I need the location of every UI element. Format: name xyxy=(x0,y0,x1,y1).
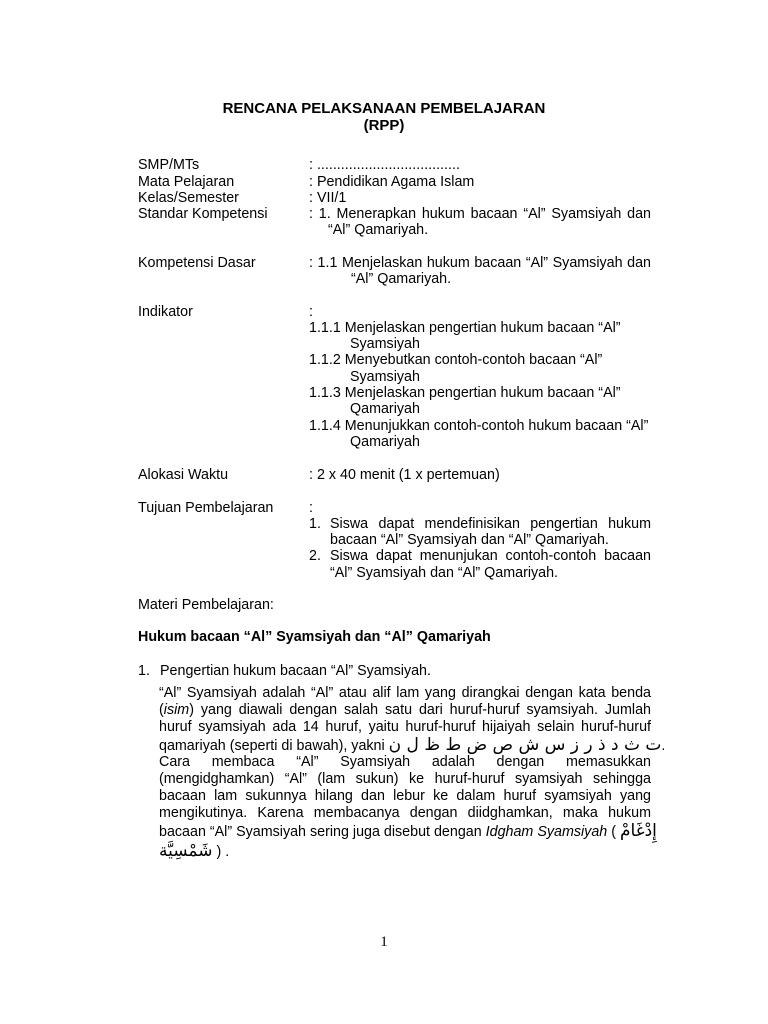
indikator-item-2-cont: Syamsiyah xyxy=(350,369,420,385)
tujuan-item-1-num: 1. xyxy=(309,516,321,532)
sk-value-line2: “Al” Qamariyah. xyxy=(328,222,429,238)
materi-label: Materi Pembelajaran: xyxy=(138,597,274,613)
point-1-number: 1. xyxy=(138,663,150,679)
point-1-title: Pengertian hukum bacaan “Al” Syamsiyah. xyxy=(160,663,431,679)
tujuan-item-2-num: 2. xyxy=(309,548,321,564)
kd-value-line1: : 1.1 Menjelaskan hukum bacaan “Al” Syamsiyah dan xyxy=(309,255,651,271)
arabic-idgham: إِدْغَامْ xyxy=(619,820,657,841)
tujuan-item-1: Siswa dapat mendefinisikan pengertian hukum xyxy=(330,516,651,532)
smp-value: : .................................... xyxy=(309,157,460,173)
document-title: RENCANA PELAKSANAAN PEMBELAJARAN xyxy=(222,100,546,117)
indikator-item-4-cont: Qamariyah xyxy=(350,434,420,450)
paragraph-line: bacaan lam sukunnya hilang dan lebur ke dalam huruf syamsiyah yang xyxy=(159,788,651,805)
tujuan-item-1-cont: bacaan “Al” Syamsiyah dan “Al” Qamariyah. xyxy=(330,532,609,548)
kelas-value: : VII/1 xyxy=(309,190,347,206)
isim-term: isim xyxy=(163,702,190,719)
paragraph-line: (isim) yang diawali dengan salah satu dari huruf-huruf syamsiyah. Jumlah xyxy=(159,702,651,719)
alokasi-label: Alokasi Waktu xyxy=(138,467,229,483)
page-number: 1 xyxy=(380,934,388,950)
alokasi-value: : 2 x 40 menit (1 x pertemuan) xyxy=(309,467,500,483)
smp-label: SMP/MTs xyxy=(138,157,200,173)
mapel-label: Mata Pelajaran xyxy=(138,174,235,190)
indikator-item-3: 1.1.3 Menjelaskan pengertian hukum bacaan “Al” xyxy=(309,385,621,401)
arabic-syamsiyah-word: شَمْسِيَّة xyxy=(159,840,213,861)
indikator-label: Indikator xyxy=(138,304,193,320)
kelas-label: Kelas/Semester xyxy=(138,190,239,206)
syamsiyah-paragraph xyxy=(159,685,666,861)
sk-value-line1: : 1. Menerapkan hukum bacaan “Al” Syamsiyah dan xyxy=(309,206,651,222)
indikator-item-2: 1.1.2 Menyebutkan contoh-contoh bacaan “Al” xyxy=(309,352,603,368)
kd-value-line2: “Al” Qamariyah. xyxy=(351,271,452,287)
indikator-item-4: 1.1.4 Menunjukkan contoh-contoh hukum bacaan “Al” xyxy=(309,418,649,434)
mapel-value: : Pendidikan Agama Islam xyxy=(309,174,475,190)
tujuan-label: Tujuan Pembelajaran xyxy=(138,500,274,516)
paragraph-line: qamariyah (seperti di bawah), yakni ت ث د ذ ر ز س ش ص ض ط ظ ل ن. xyxy=(159,734,666,755)
indikator-colon: : xyxy=(309,304,313,320)
paragraph-line: Cara membaca “Al” Syamsiyah adalah dengan memasukkan xyxy=(159,753,651,770)
indikator-item-1: 1.1.1 Menjelaskan pengertian hukum bacaan “Al” xyxy=(309,320,621,336)
materi-heading: Hukum bacaan “Al” Syamsiyah dan “Al” Qamariyah xyxy=(138,629,491,645)
arabic-syamsiyah-letters: ت ث د ذ ر ز س ش ص ض ط ظ ل ن xyxy=(388,734,662,755)
paragraph-line: “Al” Syamsiyah adalah “Al” atau alif lam yang dirangkai dengan kata benda xyxy=(159,685,651,701)
paragraph-line: huruf syamsiyah ada 14 huruf, yaitu huruf-huruf hijaiyah selain huruf-huruf xyxy=(159,719,651,736)
paragraph-line: شَمْسِيَّة ) . xyxy=(159,840,230,861)
indikator-item-3-cont: Qamariyah xyxy=(350,401,420,417)
kd-label: Kompetensi Dasar xyxy=(138,255,256,271)
paragraph-line: mengikutinya. Karena membacanya dengan diidghamkan, maka hukum xyxy=(159,805,651,822)
sk-label: Standar Kompetensi xyxy=(138,206,268,222)
paragraph-line: (mengidghamkan) “Al” (lam sukun) ke huruf-huruf syamsiyah sehingga xyxy=(159,770,651,787)
document-subtitle: (RPP) xyxy=(363,117,405,134)
tujuan-item-2-cont: “Al” Syamsiyah dan “Al” Qamariyah. xyxy=(330,565,559,581)
paragraph-line: bacaan “Al” Syamsiyah sering juga disebut dengan Idgham Syamsiyah ( إِدْغَامْ xyxy=(159,820,657,841)
idgham-term: Idgham Syamsiyah xyxy=(485,823,608,840)
tujuan-colon: : xyxy=(309,500,313,516)
indikator-item-1-cont: Syamsiyah xyxy=(350,336,420,352)
tujuan-item-2: Siswa dapat menunjukan contoh-contoh bacaan xyxy=(330,548,651,564)
